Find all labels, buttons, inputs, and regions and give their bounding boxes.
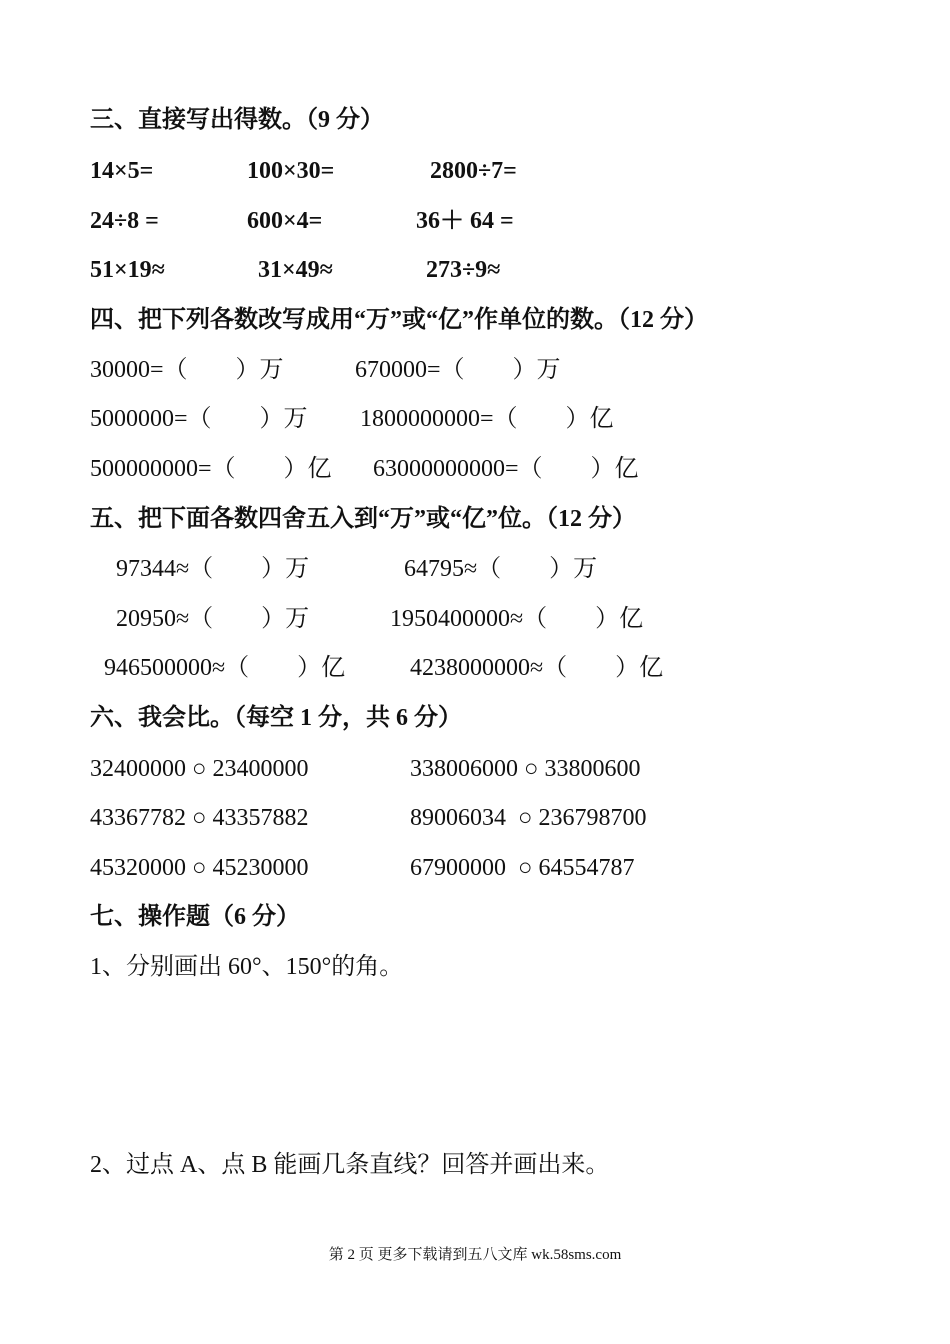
page-footer: 第 2 页 更多下载请到五八文库 wk.58sms.com (328, 1247, 622, 1263)
s3-r3-c2: 31×49≈ (258, 257, 333, 283)
s3-r1-c3: 2800÷7= (430, 158, 517, 184)
s3-r2-c2: 600×4= (247, 208, 323, 234)
s6-r2-c2: 89006034 ○ 236798700 (410, 805, 647, 831)
s7-question-2: 2、过点 A、点 B 能画几条直线？回答并画出来。 (90, 1152, 610, 1178)
s6-r3-c1: 45320000 ○ 45230000 (90, 855, 309, 881)
s5-r3-c2: 4238000000≈（ ）亿 (410, 655, 664, 681)
s4-r2-c2: 1800000000=（ ）亿 (360, 406, 614, 432)
s3-r3-c3: 273÷9≈ (426, 257, 501, 283)
section-6-title: 六、我会比。（每空 1 分，共 6 分） (90, 705, 462, 731)
s4-r3-c1: 500000000=（ ）亿 (90, 456, 332, 482)
section-3-title: 三、直接写出得数。（9 分） (90, 107, 384, 133)
s6-r2-c1: 43367782 ○ 43357882 (90, 805, 309, 831)
s5-r1-c2: 64795≈（ ）万 (404, 556, 598, 582)
s3-r2-c3: 36＋ 64 = (416, 208, 514, 234)
s3-r1-c1: 14×5= (90, 158, 154, 184)
s4-r1-c1: 30000=（ ）万 (90, 357, 284, 383)
section-4-title: 四、把下列各数改写成用“万”或“亿”作单位的数。（12 分） (90, 307, 708, 333)
s5-r2-c1: 20950≈（ ）万 (116, 606, 310, 632)
s5-r3-c1: 946500000≈（ ）亿 (104, 655, 346, 681)
s4-r2-c1: 5000000=（ ）万 (90, 406, 308, 432)
section-5-title: 五、把下面各数四舍五入到“万”或“亿”位。（12 分） (90, 506, 636, 532)
s3-r1-c2: 100×30= (247, 158, 335, 184)
s3-r3-c1: 51×19≈ (90, 257, 165, 283)
s6-r1-c2: 338006000 ○ 33800600 (410, 756, 641, 782)
s5-r2-c2: 1950400000≈（ ）亿 (390, 606, 644, 632)
s6-r3-c2: 67900000 ○ 64554787 (410, 855, 635, 881)
s3-r2-c1: 24÷8 = (90, 208, 159, 234)
s4-r1-c2: 670000=（ ）万 (355, 357, 561, 383)
section-7-title: 七、操作题（6 分） (90, 904, 300, 930)
s6-r1-c1: 32400000 ○ 23400000 (90, 756, 309, 782)
s7-question-1: 1、分别画出 60°、150°的角。 (90, 954, 404, 980)
s5-r1-c1: 97344≈（ ）万 (116, 556, 310, 582)
s4-r3-c2: 63000000000=（ ）亿 (373, 456, 639, 482)
